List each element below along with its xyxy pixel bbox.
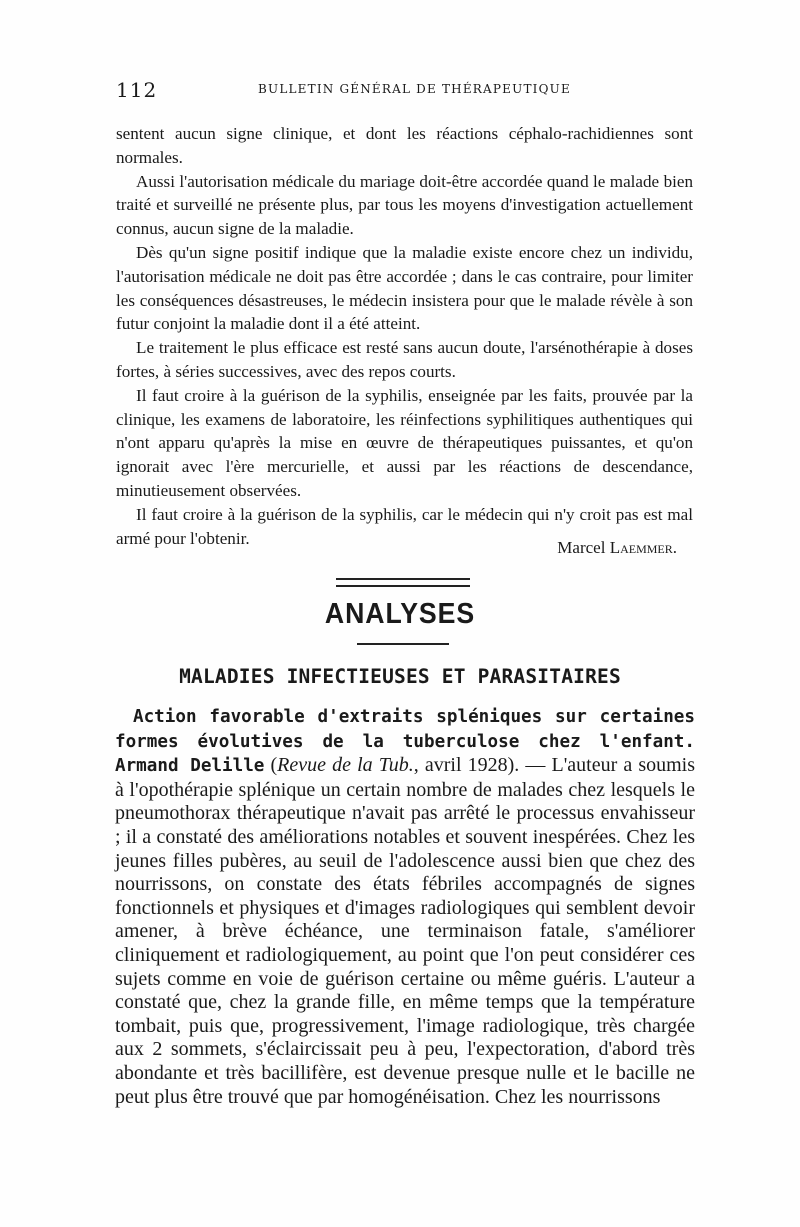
article-body: — L'auteur a soumis à l'opothérapie splénique un certain nombre de malades chez lesquels le pneumothorax thérapeutique n'avait pas arrêté le processus envahisseur ; il a constaté des améliorations notables et souvent inespérées. Chez les jeunes filles pubères, au seuil de l'adolescence aussi bien que chez des nourrissons, on constate des états fébriles accompagnés de signes fonctionnels et physiques et d'images radiologiques qui semblent devoir amener, à brève échéance, une terminaison fatale, s'améliorer cliniquement et radiologiquement, au point que l'on peut considérer ces sujets comme en voie de guérison certaine ou même guéris. L'auteur a constaté que, chez la grande fille, en même temps que la température tombait, puis que, progressivement, l'image radiologique, très chargée aux 2 sommets, s'éclaircissait peu à peu, l'expectoration, d'abord très abondante et très bacillifère, est devenue presque nulle et le bacille ne peut plus être trouvé que par homogénéisation. Chez les nourrissons [115, 754, 696, 1108]
article-source: Revue de la Tub. [277, 754, 414, 777]
article-abstract [115, 705, 695, 1109]
paragraph: sentent aucun signe clinique, et dont les réactions céphalo-rachidiennes sont normales. [116, 124, 693, 167]
section-title: ANALYSES [324, 598, 476, 630]
paragraph: Le traitement le plus efficace est resté sans aucun doute, l'arsénothérapie à doses fortes, à séries successives, avec des repos courts. [116, 338, 693, 381]
paragraph: Il faut croire à la guérison de la syphilis, enseignée par les faits, prouvée par la clinique, les examens de laboratoire, les réinfections syphilitiques authentiques qui n'ont apparu qu'après la mise en œuvre de thérapeutiques puissantes, et qu'on ignorait avec l'ère mercurielle, et aussi par les réactions de descendance, minutieusement observées. [116, 385, 693, 500]
subsection-title: MALADIES INFECTIEUSES ET PARASITAIRES [179, 665, 621, 688]
double-rule-divider [336, 578, 470, 587]
article-paragraph [115, 705, 695, 1109]
paragraph: Il faut croire à la guérison de la syphilis, car le médecin qui n'y croit pas est mal armé pour l'obtenir. [116, 504, 693, 548]
page-number: 112 [116, 78, 158, 102]
paragraph: Aussi l'autorisation médicale du mariage doit-être accordée quand le malade bien traité et surveillé ne présente plus, par tous les moyens d'investigation actuellement connus, aucun signe de la maladie. [116, 171, 693, 239]
source-open: ( [270, 754, 278, 777]
signature-last-name: Laemmer. [609, 538, 677, 557]
running-head: BULLETIN GÉNÉRAL DE THÉRAPEUTIQUE [258, 82, 571, 96]
conclusion-text [116, 122, 693, 550]
article-date: , avril 1928). [413, 754, 520, 777]
signature-first-name: Marcel [557, 538, 606, 557]
rule-divider [357, 643, 449, 645]
article-author: Armand Delille [115, 756, 265, 777]
author-signature [557, 538, 677, 558]
paragraph: Dès qu'un signe positif indique que la maladie existe encore chez un individu, l'autorisation médicale ne doit pas être accordée ; dans le cas contraire, pour limiter les conséquences désastreuses, le médecin insistera pour que le malade révèle à son futur conjoint la maladie dont il a été atteint. [116, 242, 693, 334]
article-title: Action favorable d'extraits spléniques sur certaines formes évolutives de la tuberculose chez l'enfant. [115, 707, 695, 752]
